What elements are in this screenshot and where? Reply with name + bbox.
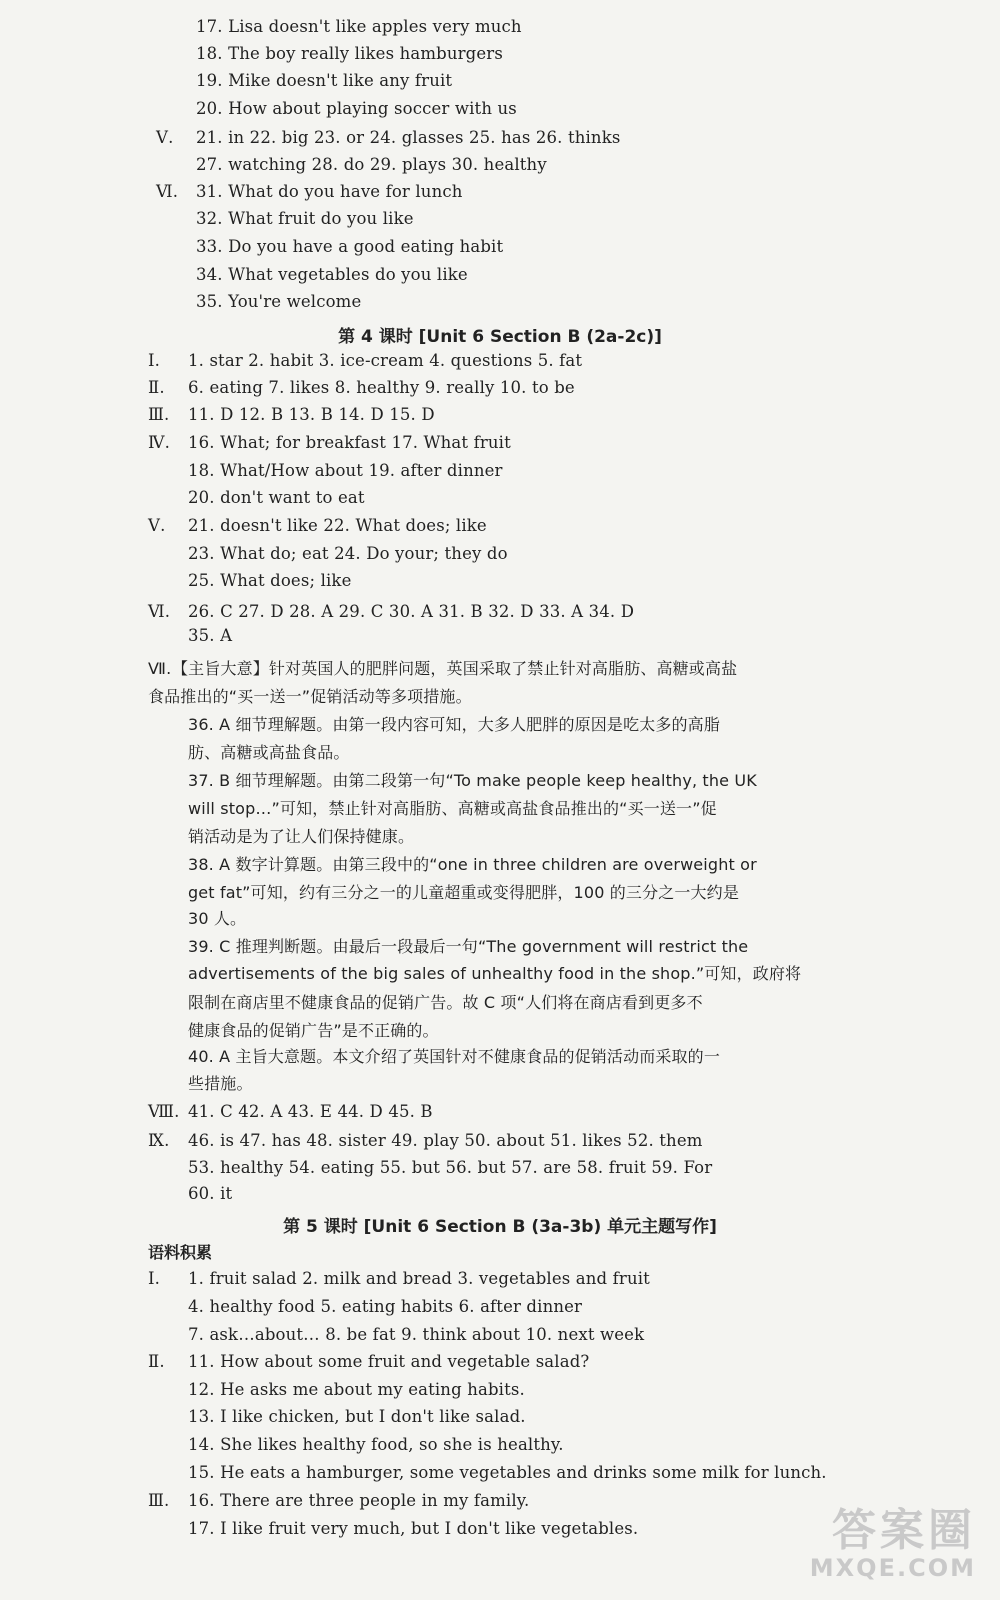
summary-line: Ⅶ.【主旨大意】针对英国人的肥胖问题，英国采取了禁止针对高脂肪、高糖或高盐: [148, 659, 738, 678]
answer-line: 33. Do you have a good eating habit: [196, 237, 504, 256]
watermark-logo: [809, 1505, 976, 1582]
section-numeral: Ⅵ.: [156, 182, 179, 201]
watermark-url: MXQE.COM: [809, 1554, 976, 1582]
explanation-line: 健康食品的促销广告”是不正确的。: [188, 1021, 439, 1040]
section-numeral: Ⅱ.: [148, 1352, 165, 1371]
section-numeral: Ⅴ.: [148, 516, 166, 535]
answer-line: Ⅰ. 1. star 2. habit 3. ice-cream 4. questions 5. fat: [148, 351, 583, 370]
section-numeral: Ⅸ.: [148, 1131, 170, 1150]
lesson-heading: 第 4 课时 [Unit 6 Section B (2a-2c)]: [338, 327, 662, 347]
answer-line: Ⅵ. 26. C 27. D 28. A 29. C 30. A 31. B 32. D 33. A 34. D: [148, 602, 635, 621]
summary-line: 食品推出的“买一送一”促销活动等多项措施。: [148, 687, 472, 706]
answer-line: Ⅲ. 16. There are three people in my family.: [148, 1491, 530, 1510]
explanation-line: 30 人。: [188, 909, 247, 928]
section-numeral: Ⅵ.: [148, 602, 171, 621]
answer-line: 25. What does; like: [188, 571, 352, 590]
explanation-line: 销活动是为了让人们保持健康。: [188, 827, 415, 846]
answer-line: 18. The boy really likes hamburgers: [196, 44, 503, 63]
section-numeral: Ⅰ.: [148, 351, 161, 370]
explanation-line: 38. A 数字计算题。由第三段中的“one in three children are overweight or: [188, 855, 757, 874]
section-numeral: Ⅲ.: [148, 405, 170, 424]
answer-line: 20. How about playing soccer with us: [196, 99, 517, 118]
answer-line: 27. watching 28. do 29. plays 30. healthy: [196, 155, 547, 174]
explanation-line: 36. A 细节理解题。由第一段内容可知，大多人肥胖的原因是吃太多的高脂: [188, 715, 720, 734]
answer-line: 14. She likes healthy food, so she is healthy.: [188, 1435, 564, 1454]
answer-line: Ⅴ. 21. doesn't like 22. What does; like: [148, 516, 487, 535]
answer-line: Ⅱ. 11. How about some fruit and vegetable salad?: [148, 1352, 590, 1371]
section-numeral: Ⅰ.: [148, 1269, 161, 1288]
answer-line: Ⅴ. 21. in 22. big 23. or 24. glasses 25. has 26. thinks: [156, 128, 621, 147]
explanation-line: advertisements of the big sales of unhealthy food in the shop.”可知，政府将: [188, 964, 802, 983]
answer-line: 7. ask…about… 8. be fat 9. think about 10. next week: [188, 1325, 645, 1344]
answer-line: 18. What/How about 19. after dinner: [188, 461, 503, 480]
answer-line: 34. What vegetables do you like: [196, 265, 468, 284]
answer-line: Ⅷ. 41. C 42. A 43. E 44. D 45. B: [148, 1102, 433, 1121]
answer-line: 35. You're welcome: [196, 292, 362, 311]
answer-line: Ⅲ. 11. D 12. B 13. B 14. D 15. D: [148, 405, 435, 424]
answer-line: Ⅳ. 16. What; for breakfast 17. What fruit: [148, 433, 511, 452]
lesson-heading: 第 5 课时 [Unit 6 Section B (3a-3b) 单元主题写作]: [283, 1217, 717, 1237]
answer-line: 60. it: [188, 1184, 233, 1203]
answer-line: 17. Lisa doesn't like apples very much: [196, 17, 522, 36]
explanation-line: 40. A 主旨大意题。本文介绍了英国针对不健康食品的促销活动而采取的一: [188, 1047, 720, 1066]
answer-line: 35. A: [188, 626, 233, 645]
answer-line: Ⅰ. 1. fruit salad 2. milk and bread 3. vegetables and fruit: [148, 1269, 650, 1288]
section-numeral: Ⅷ.: [148, 1102, 180, 1121]
answer-line: 15. He eats a hamburger, some vegetables and drinks some milk for lunch.: [188, 1463, 827, 1482]
answer-line: 12. He asks me about my eating habits.: [188, 1380, 525, 1399]
explanation-line: 39. C 推理判断题。由最后一段最后一句“The government will restrict the: [188, 937, 749, 956]
answer-line: 19. Mike doesn't like any fruit: [196, 71, 453, 90]
watermark-title: 答案圈: [832, 1505, 976, 1556]
answer-line: 13. I like chicken, but I don't like salad.: [188, 1407, 526, 1426]
explanation-line: 37. B 细节理解题。由第二段第一句“To make people keep healthy, the UK: [188, 771, 757, 790]
section-numeral: Ⅳ.: [148, 433, 171, 452]
answer-line: 23. What do; eat 24. Do your; they do: [188, 544, 508, 563]
explanation-line: get fat”可知，约有三分之一的儿童超重或变得肥胖，100 的三分之一大约是: [188, 883, 739, 902]
explanation-line: 限制在商店里不健康食品的促销广告。故 C 项“人们将在商店看到更多不: [188, 993, 703, 1012]
answer-line: 4. healthy food 5. eating habits 6. after dinner: [188, 1297, 583, 1316]
answer-line: Ⅵ. 31. What do you have for lunch: [156, 182, 463, 201]
section-numeral: Ⅶ.: [148, 659, 172, 678]
section-subheading: 语料积累: [148, 1243, 213, 1262]
explanation-line: 些措施。: [188, 1074, 253, 1093]
answer-line: 53. healthy 54. eating 55. but 56. but 57. are 58. fruit 59. For: [188, 1158, 713, 1177]
answer-line: 17. I like fruit very much, but I don't like vegetables.: [188, 1519, 639, 1538]
answer-line: Ⅸ. 46. is 47. has 48. sister 49. play 50. about 51. likes 52. them: [148, 1131, 703, 1150]
explanation-line: 肪、高糖或高盐食品。: [188, 743, 350, 762]
answer-line: Ⅱ. 6. eating 7. likes 8. healthy 9. really 10. to be: [148, 378, 575, 397]
explanation-line: will stop…”可知，禁止针对高脂肪、高糖或高盐食品推出的“买一送一”促: [188, 799, 717, 818]
section-numeral: Ⅴ.: [156, 128, 174, 147]
section-numeral: Ⅲ.: [148, 1491, 170, 1510]
section-numeral: Ⅱ.: [148, 378, 165, 397]
answer-line: 32. What fruit do you like: [196, 209, 414, 228]
answer-line: 20. don't want to eat: [188, 488, 365, 507]
